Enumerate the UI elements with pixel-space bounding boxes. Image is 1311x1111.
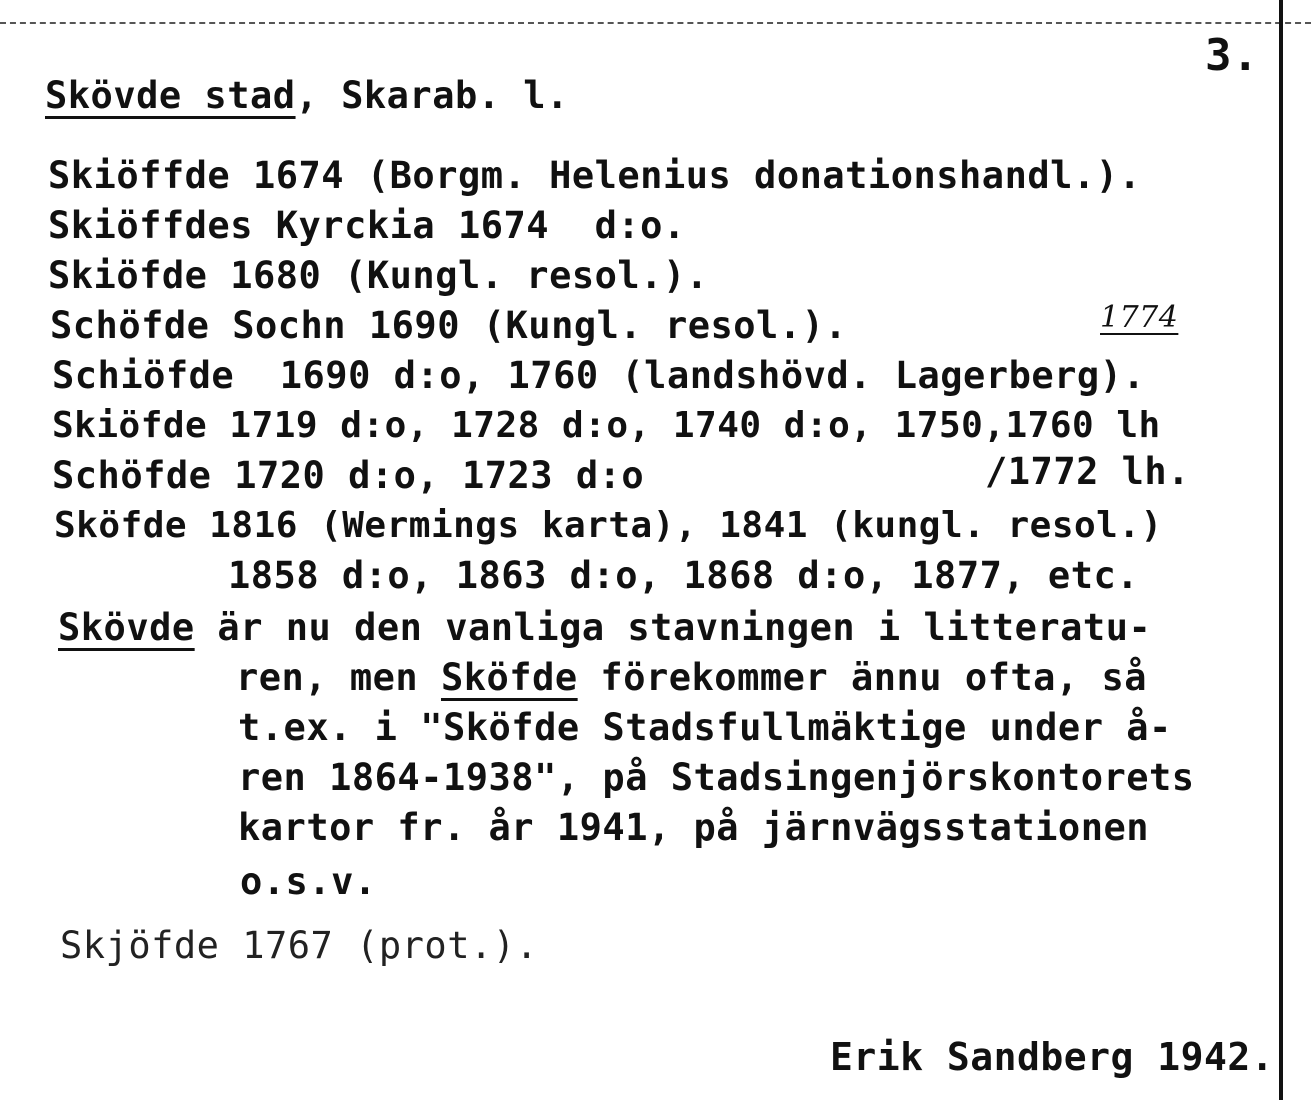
paragraph-lead-word: Skövde [58,606,195,649]
paragraph-line: o.s.v. [240,860,377,903]
entry-line: 1858 d:o, 1863 d:o, 1868 d:o, 1877, etc. [228,554,1140,597]
card-title [45,76,569,116]
paragraph-text: förekommer ännu ofta, så [577,656,1148,699]
paragraph-line [58,608,1151,648]
paragraph-underlined-word: Sköfde [440,656,578,699]
entry-line: Skiöfde 1680 (Kungl. resol.). [48,254,709,297]
card-right-edge [1279,0,1283,1100]
card-top-edge [0,22,1311,24]
title-underlined: Skövde stad [45,74,296,117]
signature: Erik Sandberg 1942. [830,1035,1275,1079]
paragraph-text: är nu den vanliga stavningen i litteratu- [194,606,1152,649]
handwritten-note: 1774 [1100,300,1179,335]
paragraph-text: ren, men [236,656,441,699]
entry-line: Schöfde 1720 d:o, 1723 d:o [52,454,645,497]
paragraph-line: kartor fr. år 1941, på järnvägsstationen [238,806,1150,849]
paragraph-line: t.ex. i "Sköfde Stadsfullmäktige under å- [238,706,1172,749]
entry-line: Skiöffde 1674 (Borgm. Helenius donationshandl.). [48,154,1142,197]
entry-line: Skiöfde 1719 d:o, 1728 d:o, 1740 d:o, 1750,1760 lh [52,405,1161,446]
paragraph-line: ren 1864-1938", på Stadsingenjörskontorets [238,756,1195,799]
entry-line: Skiöffdes Kyrckia 1674 d:o. [48,204,686,247]
entry-line: Schöfde Sochn 1690 (Kungl. resol.). [50,304,848,347]
entry-line: Sköfde 1816 (Wermings karta), 1841 (kungl. resol.) [54,505,1163,546]
entry-line-continuation: /1772 lh. [985,450,1190,493]
page-number: 3. [1205,30,1259,81]
paragraph-line [236,658,1147,698]
entry-line: Schiöfde 1690 d:o, 1760 (landshövd. Lagerberg). [52,354,1146,397]
title-rest: , Skarab. l. [295,74,569,117]
last-entry: Skjöfde 1767 (prot.). [60,924,539,967]
